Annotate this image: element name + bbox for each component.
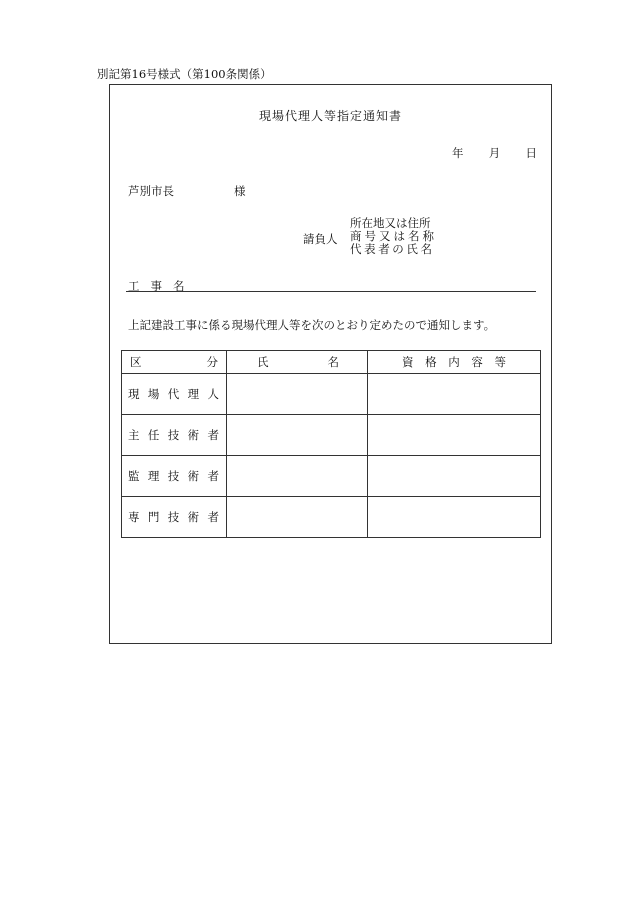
- name-cell: [227, 415, 368, 456]
- row-label-text: [122, 468, 226, 484]
- table-row: [122, 456, 541, 497]
- row-label-text: [122, 427, 226, 443]
- header-text-char: 内: [448, 355, 460, 369]
- row-label-text: [122, 386, 226, 402]
- header-text-char: 区: [130, 355, 142, 369]
- name-cell: [227, 497, 368, 538]
- header-text-char: 格: [425, 355, 437, 369]
- table-header-row: [122, 351, 541, 374]
- name-cell: [227, 374, 368, 415]
- project-name-label: 工事名: [128, 279, 196, 293]
- day-label: 日: [525, 146, 537, 160]
- form-caption: 別記第16号様式（第100条関係）: [97, 67, 272, 81]
- row-label-text-char: 術: [187, 510, 200, 524]
- notice-sentence: 上記建設工事に係る現場代理人等を次のとおり定めたので通知します。: [128, 318, 496, 332]
- row-label-text-char: 専: [128, 510, 140, 524]
- table-row: [122, 497, 541, 538]
- qualification-cell: [368, 456, 541, 497]
- row-label-site-agent: [122, 374, 227, 415]
- row-label-text-char: 監: [128, 469, 140, 483]
- header-text-char: 容: [471, 355, 483, 369]
- contractor-fields: [350, 217, 437, 256]
- header-qualification: [368, 351, 541, 374]
- header-text-char: 分: [206, 355, 218, 369]
- date-line: [452, 145, 537, 161]
- document-title: 現場代理人等指定通知書: [258, 109, 402, 123]
- row-label-text: [122, 509, 226, 525]
- honorific: 様: [234, 184, 246, 198]
- row-label-text-char: 技: [167, 510, 180, 524]
- name-cell: [227, 456, 368, 497]
- row-label-text-char: 者: [207, 428, 219, 442]
- row-label-text-char: 者: [207, 510, 219, 524]
- row-label-text-char: 者: [207, 469, 219, 483]
- designation-table: [121, 350, 541, 538]
- header-text: [122, 354, 226, 370]
- header-text-char: 名: [327, 355, 339, 369]
- project-name-line: [126, 291, 536, 292]
- row-label-chief-engineer: [122, 415, 227, 456]
- row-label-text-char: 場: [147, 387, 160, 401]
- row-label-text-char: 主: [128, 428, 140, 442]
- row-label-text-char: 術: [187, 428, 200, 442]
- row-label-text-char: 現: [128, 387, 140, 401]
- row-label-text-char: 理: [147, 469, 160, 483]
- form-frame: [109, 84, 552, 644]
- header-text: [227, 354, 367, 370]
- header-text-char: 等: [494, 355, 506, 369]
- row-label-text-char: 門: [147, 510, 160, 524]
- row-label-text-char: 代: [167, 387, 180, 401]
- qualification-cell: [368, 374, 541, 415]
- header-text-char: 資: [402, 355, 414, 369]
- row-label-supervising-engineer: [122, 456, 227, 497]
- table-row: [122, 374, 541, 415]
- representative-label: 代表者の氏名: [350, 242, 435, 256]
- qualification-cell: [368, 497, 541, 538]
- row-label-text-char: 人: [207, 387, 219, 401]
- company-name-label: 商号又は名称: [350, 229, 437, 243]
- row-label-text-char: 術: [187, 469, 200, 483]
- row-label-text-char: 任: [147, 428, 160, 442]
- address-label: 所在地又は住所: [350, 216, 431, 230]
- table-row: [122, 415, 541, 456]
- addressee: 芦別市長: [128, 184, 174, 198]
- qualification-cell: [368, 415, 541, 456]
- row-label-text-char: 理: [187, 387, 200, 401]
- contractor-label: 請負人: [303, 232, 338, 246]
- header-category: [122, 351, 227, 374]
- row-label-text-char: 技: [167, 469, 180, 483]
- month-label: 月: [488, 146, 501, 160]
- header-text-char: 氏: [257, 355, 269, 369]
- row-label-text-char: 技: [167, 428, 180, 442]
- row-label-specialist-engineer: [122, 497, 227, 538]
- year-label: 年: [452, 146, 464, 160]
- header-name: [227, 351, 368, 374]
- header-text: [368, 354, 540, 370]
